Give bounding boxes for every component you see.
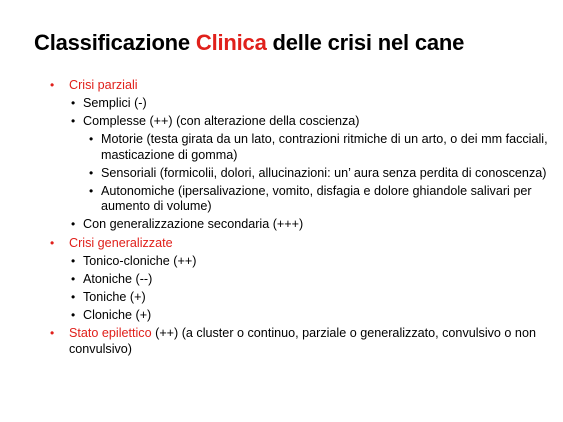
bullet-icon: • — [71, 114, 76, 128]
bullet-icon: • — [89, 183, 94, 198]
bullet-icon: • — [71, 307, 76, 322]
item-label: Atoniche (--) — [83, 271, 153, 286]
bullet-icon: • — [71, 271, 76, 286]
item-label: Sensoriali (formicolii, dolori, allucinazioni: un’ aura senza perdita di conoscenza) — [101, 165, 547, 180]
bullet-icon: • — [71, 96, 76, 110]
list-item-generalizzazione-secondaria — [38, 217, 553, 233]
item-label: Cloniche (+) — [83, 307, 152, 322]
item-label: Motorie (testa girata da un lato, contrazioni ritmiche di un arto, o dei mm facciali, masticazione di gomma) — [101, 132, 548, 162]
bullet-icon: • — [50, 235, 55, 250]
item-label: Autonomiche (ipersalivazione, vomito, disfagia e dolore ghiandole salivari per aumento di volume) — [101, 183, 532, 213]
item-label: Toniche (+) — [83, 289, 146, 304]
list-item-autonomiche — [38, 184, 553, 215]
list-item-sensoriali — [38, 166, 553, 182]
item-label: Crisi generalizzate — [69, 235, 173, 250]
bullet-icon: • — [50, 78, 55, 92]
bullet-icon: • — [50, 326, 55, 340]
list-item-crisi-parziali — [38, 78, 553, 94]
slide-title — [34, 30, 554, 56]
title-part2: delle crisi nel cane — [266, 30, 465, 55]
title-accent: Clinica — [195, 30, 267, 55]
item-label: Complesse (++) (con alterazione della coscienza) — [83, 114, 360, 128]
item-label: Crisi parziali — [69, 78, 138, 92]
item-description: (++) (a cluster o continuo, parziale o generalizzato, convulsivo o non convulsivo) — [69, 326, 536, 356]
list-item-cloniche — [38, 308, 553, 324]
slide-content — [38, 78, 553, 357]
list-item-motorie — [38, 132, 553, 163]
bullet-icon: • — [89, 165, 94, 180]
list-item-complesse — [38, 114, 553, 130]
bullet-icon: • — [89, 132, 94, 146]
list-item-semplici — [38, 96, 553, 112]
list-item-tonico-cloniche — [38, 254, 553, 270]
title-part1: Classificazione — [34, 30, 196, 55]
bullet-icon: • — [71, 289, 76, 304]
item-label: Semplici (-) — [83, 96, 147, 110]
item-label: Stato epilettico — [69, 326, 152, 340]
list-item-stato-epilettico — [38, 326, 553, 357]
item-label: Con generalizzazione secondaria (+++) — [83, 217, 304, 231]
list-item-atoniche — [38, 272, 553, 288]
bullet-icon: • — [71, 217, 76, 231]
list-item-crisi-generalizzate — [38, 236, 553, 252]
list-item-toniche — [38, 290, 553, 306]
item-label: Tonico-cloniche (++) — [83, 253, 197, 268]
bullet-icon: • — [71, 253, 76, 268]
